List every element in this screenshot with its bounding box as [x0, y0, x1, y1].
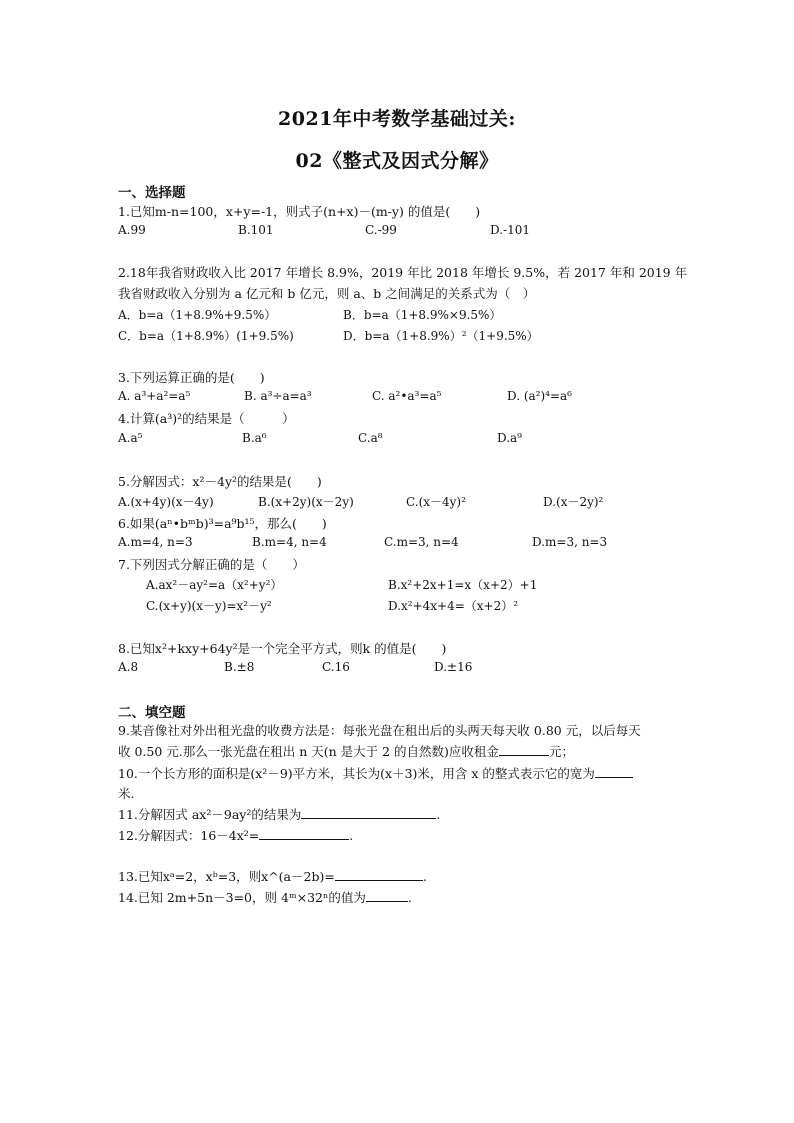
question-5-option-c: C.(x－4y)² [406, 495, 466, 509]
question-1-option-c: C.-99 [365, 223, 397, 237]
section-heading-fill: 二、填空题 [118, 705, 186, 721]
question-12 [118, 826, 353, 844]
question-13-end: . [422, 869, 427, 884]
question-1-option-a: A.99 [118, 223, 146, 237]
question-6-option-a: A.m=4, n=3 [118, 535, 193, 549]
question-8-stem: 8.已知x²+kxy+64y²是一个完全平方式，则k 的值是( ) [118, 641, 447, 656]
question-7-option-b: B.x²+2x+1=x（x+2）+1 [388, 578, 538, 592]
question-9-unit: 元； [548, 744, 574, 759]
question-1-option-b: B.101 [238, 223, 274, 237]
question-4-option-d: D.a⁹ [497, 431, 522, 445]
question-13-text: 13.已知xᵃ=2，xᵇ=3，则x^(a－2b)= [118, 869, 335, 884]
question-4-option-c: C.a⁸ [358, 431, 383, 445]
question-9-line-2 [118, 742, 574, 760]
question-2-line-1: 2.18年我省财政收入比 2017 年增长 8.9%，2019 年比 2018 年增长 9.5%，若 2017 年和 2019 年 [118, 265, 688, 280]
question-8-option-b: B.±8 [224, 660, 255, 674]
question-1-option-d: D.-101 [490, 223, 530, 237]
question-10-line-1 [118, 764, 633, 782]
question-6-option-b: B.m=4, n=4 [252, 535, 327, 549]
question-13 [118, 867, 427, 885]
page-title: 2021年中考数学基础过关: [278, 108, 516, 130]
question-5-option-b: B.(x+2y)(x－2y) [258, 495, 354, 509]
question-13-answer-blank[interactable] [335, 868, 423, 881]
question-8-option-c: C.16 [322, 660, 350, 674]
question-7-option-c: C.(x+y)(x－y)=x²－y² [146, 599, 272, 613]
question-11-end: . [436, 807, 441, 822]
question-3-option-d: D. (a²)⁴=a⁶ [507, 389, 572, 403]
question-6-option-d: D.m=3, n=3 [532, 535, 608, 549]
question-7-stem: 7.下列因式分解正确的是（ ） [118, 557, 305, 572]
question-4-option-b: B.a⁶ [242, 431, 267, 445]
section-heading-choice: 一、选择题 [118, 185, 186, 201]
question-5-option-a: A.(x+4y)(x－4y) [118, 495, 214, 509]
question-4-option-a: A.a⁵ [118, 431, 143, 445]
question-14-answer-blank[interactable] [366, 889, 408, 902]
question-6-stem: 6.如果(aⁿ•bᵐb)³=a⁹b¹⁵，那么( ) [118, 516, 327, 531]
question-9-answer-blank[interactable] [499, 743, 549, 756]
question-8-option-a: A.8 [118, 660, 139, 674]
question-2-option-d: D．b=a（1+8.9%）²（1+9.5%） [343, 329, 539, 343]
page-subtitle: 02《整式及因式分解》 [295, 150, 499, 172]
question-3-option-c: C. a²•a³=a⁵ [372, 389, 442, 403]
question-10-text: 10.一个长方形的面积是(x²－9)平方米，其长为(x＋3)米，用含 x 的整式表示它的宽为 [118, 766, 595, 781]
question-14 [118, 888, 412, 906]
question-10-line-2: 米. [118, 786, 135, 801]
question-7-option-a: A.ax²－ay²=a（x²+y²） [146, 578, 283, 592]
question-10-answer-blank[interactable] [595, 765, 633, 778]
question-5-option-d: D.(x－2y)² [543, 495, 604, 509]
question-2-option-c: C．b=a（1+8.9%）(1+9.5%) [118, 329, 294, 343]
question-1-stem: 1.已知m-n=100，x+y=-1，则式子(n+x)－(m-y) 的值是( ) [118, 204, 481, 219]
question-3-stem: 3.下列运算正确的是( ) [118, 370, 265, 385]
question-14-text: 14.已知 2m+5n－3=0，则 4ᵐ×32ⁿ的值为 [118, 890, 366, 905]
question-2-option-b: B．b=a（1+8.9%×9.5%） [343, 308, 502, 322]
question-3-option-a: A. a³+a²=a⁵ [118, 389, 191, 403]
question-11-text: 11.分解因式 ax²－9ay²的结果为 [118, 807, 302, 822]
question-7-option-d: D.x²+4x+4=（x+2）² [388, 599, 519, 613]
question-11 [118, 805, 440, 823]
question-2-option-a: A．b=a（1+8.9%+9.5%） [118, 308, 277, 322]
question-12-text: 12.分解因式：16－4x²= [118, 828, 260, 843]
question-4-stem: 4.计算(a³)²的结果是（ ） [118, 411, 295, 426]
question-11-answer-blank[interactable] [301, 806, 436, 819]
question-12-answer-blank[interactable] [259, 827, 349, 840]
question-9-text: 收 0.50 元.那么一张光盘在租出 n 天(n 是大于 2 的自然数)应收租金 [118, 744, 499, 759]
question-2-line-2: 我省财政收入分别为 a 亿元和 b 亿元，则 a、b 之间满足的关系式为（ ） [118, 286, 536, 301]
question-14-end: . [407, 890, 412, 905]
question-6-option-c: C.m=3, n=4 [384, 535, 459, 549]
question-3-option-b: B. a³÷a=a³ [244, 389, 312, 403]
question-9-line-1: 9.某音像社对外出租光盘的收费方法是：每张光盘在租出后的头两天每天收 0.80 元，以后每天 [118, 723, 641, 738]
question-5-stem: 5.分解因式：x²－4y²的结果是( ) [118, 474, 322, 489]
question-12-end: . [349, 828, 354, 843]
question-8-option-d: D.±16 [434, 660, 473, 674]
